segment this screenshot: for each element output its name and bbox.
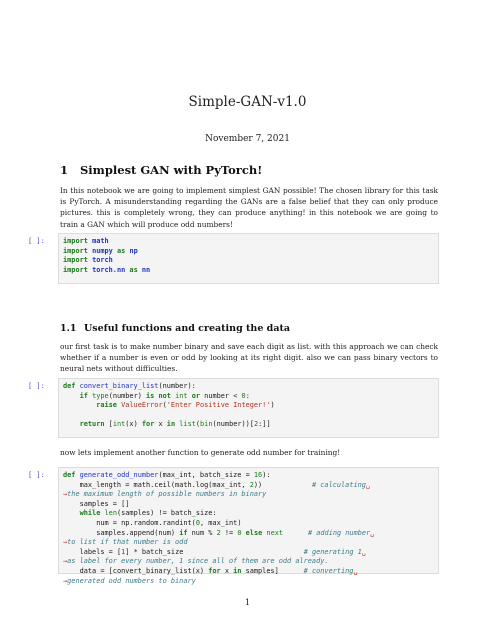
code-line: while len(samples) != batch_size: bbox=[79, 509, 217, 518]
page-number: 1 bbox=[244, 598, 251, 607]
cell-prompt: [ ]: bbox=[28, 237, 45, 245]
code-line: def generate_odd_number(max_int, batch_size = 16): bbox=[63, 471, 271, 479]
odd-number-paragraph: now lets implement another function to generate odd number for training! bbox=[60, 448, 341, 457]
code-line: def convert_binary_list(number): bbox=[63, 382, 196, 390]
code-line: import numpy as np bbox=[63, 246, 138, 255]
subsection-title: Useful functions and creating the data bbox=[84, 323, 291, 334]
section-number: 1 bbox=[60, 163, 69, 177]
code-cell-imports[interactable] bbox=[58, 233, 439, 284]
code-line: import torch bbox=[63, 256, 113, 265]
code-line: import math bbox=[63, 237, 109, 245]
document-title: Simple-GAN-v1.0 bbox=[188, 94, 307, 110]
cell-prompt: [ ]: bbox=[28, 471, 45, 479]
subsection-number: 1.1 bbox=[60, 323, 77, 334]
section-heading bbox=[60, 163, 262, 177]
code-line: if type(number) is not int or number < 0: bbox=[79, 391, 250, 400]
code-line: import torch.nn as nn bbox=[63, 265, 151, 274]
code-line: return [int(x) for x in list(bin(number))[2:]] bbox=[79, 420, 271, 429]
code-line: max_length = math.ceil(math.log(max_int, 2)) # calculating␣ bbox=[63, 480, 371, 489]
intro-paragraph: In this notebook we are going to implement simplest GAN possible! The chosen library for this task is PyTorch. A misunderstanding regarding the GANs are a false belief that they can only produce pictures. this is completely wrong, they can produce anything! in this notebook we are going to train a GAN which will produce odd numbers! bbox=[60, 186, 438, 229]
code-line: samples.append(num) if num % 2 != 0 else next # adding number␣ bbox=[63, 528, 375, 537]
subsection-heading bbox=[60, 323, 290, 334]
binary-paragraph: our first task is to make number binary and save each digit as list. with this approach we can check whether if a number is even or odd by looking at its right digit. also we can pass binary vectors to neural nets without difficulties. bbox=[60, 342, 438, 374]
code-line: →as label for every number, 1 since all of them are odd already. bbox=[63, 557, 329, 566]
cell-prompt: [ ]: bbox=[28, 382, 45, 390]
code-cell-convert-binary[interactable] bbox=[58, 378, 439, 438]
code-line: samples = [] bbox=[63, 499, 130, 508]
code-cell-generate-odd[interactable] bbox=[58, 467, 439, 585]
document-date: November 7, 2021 bbox=[205, 134, 290, 144]
code-line: num = np.random.randint(0, max_int) bbox=[63, 518, 242, 527]
code-line: →to list if that number is odd bbox=[63, 538, 188, 547]
code-line: labels = [1] * batch_size # generating 1␣ bbox=[63, 547, 366, 556]
section-title: Simplest GAN with PyTorch! bbox=[80, 163, 263, 177]
code-line: data = [convert_binary_list(x) for x in samples] # converting␣ bbox=[63, 566, 358, 575]
code-line: →the maximum length of possible numbers in binary bbox=[63, 490, 267, 499]
code-line: raise ValueError('Enter Positive Integer!') bbox=[96, 401, 275, 410]
code-line: →generated odd numbers to binary bbox=[63, 576, 196, 585]
